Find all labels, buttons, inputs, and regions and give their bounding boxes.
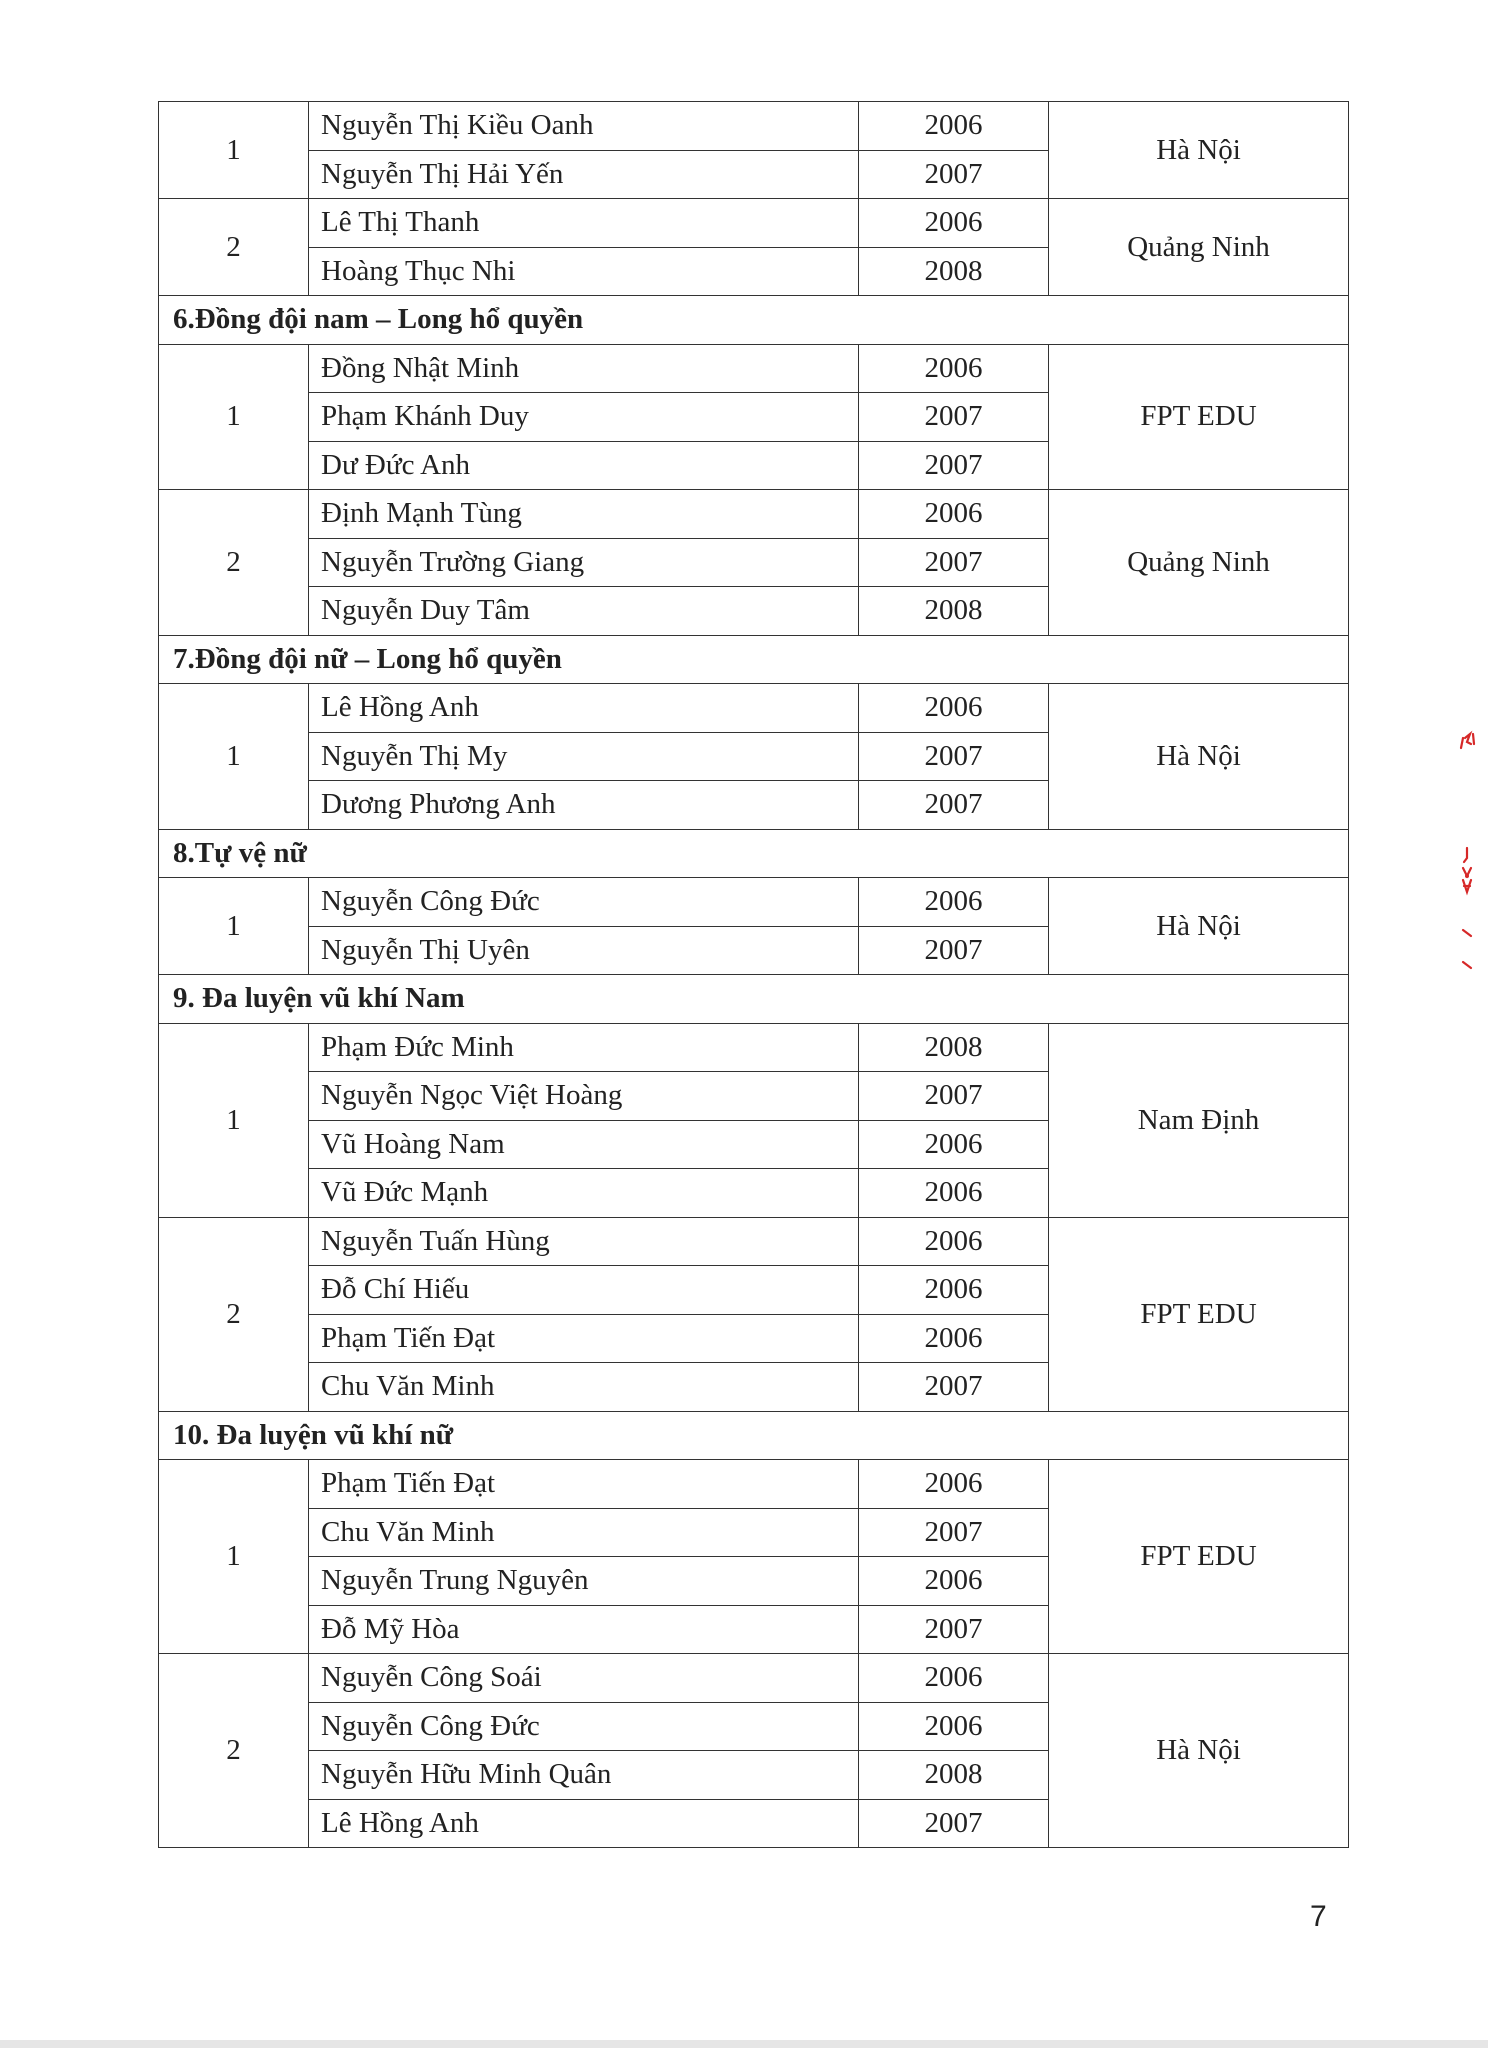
member-name-cell: Chu Văn Minh xyxy=(309,1508,859,1557)
member-name-cell: Vũ Hoàng Nam xyxy=(309,1120,859,1169)
table-row xyxy=(159,490,1349,539)
section-title: 10. Đa luyện vũ khí nữ xyxy=(159,1411,1349,1460)
member-name-cell: Nguyễn Duy Tâm xyxy=(309,587,859,636)
section-header-row xyxy=(159,296,1349,345)
member-name-cell: Hoàng Thục Nhi xyxy=(309,247,859,296)
group-index-cell: 2 xyxy=(159,1217,309,1411)
table-row xyxy=(159,344,1349,393)
unit-cell: FPT EDU xyxy=(1049,1460,1349,1654)
birth-year-cell: 2007 xyxy=(859,1508,1049,1557)
member-name-cell: Phạm Tiến Đạt xyxy=(309,1314,859,1363)
birth-year-cell: 2007 xyxy=(859,393,1049,442)
birth-year-cell: 2008 xyxy=(859,1751,1049,1800)
member-name-cell: Phạm Đức Minh xyxy=(309,1023,859,1072)
unit-cell: Hà Nội xyxy=(1049,1654,1349,1848)
birth-year-cell: 2006 xyxy=(859,1120,1049,1169)
unit-cell: Quảng Ninh xyxy=(1049,490,1349,636)
birth-year-cell: 2007 xyxy=(859,926,1049,975)
birth-year-cell: 2006 xyxy=(859,1217,1049,1266)
table-row xyxy=(159,684,1349,733)
member-name-cell: Lê Hồng Anh xyxy=(309,1799,859,1848)
unit-cell: Hà Nội xyxy=(1049,684,1349,830)
annotation-dot xyxy=(1465,874,1469,878)
birth-year-cell: 2007 xyxy=(859,1605,1049,1654)
member-name-cell: Đỗ Mỹ Hòa xyxy=(309,1605,859,1654)
member-name-cell: Nguyễn Ngọc Việt Hoàng xyxy=(309,1072,859,1121)
section-header-row xyxy=(159,829,1349,878)
member-name-cell: Nguyễn Công Soái xyxy=(309,1654,859,1703)
birth-year-cell: 2007 xyxy=(859,1363,1049,1412)
member-name-cell: Định Mạnh Tùng xyxy=(309,490,859,539)
section-header-row xyxy=(159,975,1349,1024)
member-name-cell: Dương Phương Anh xyxy=(309,781,859,830)
handwritten-margin-annotation xyxy=(1455,730,1479,1000)
group-index-cell: 1 xyxy=(159,102,309,199)
scan-bottom-edge xyxy=(0,2040,1488,2048)
page-number: 7 xyxy=(1310,1900,1327,1933)
birth-year-cell: 2007 xyxy=(859,538,1049,587)
table-row xyxy=(159,878,1349,927)
group-index-cell: 2 xyxy=(159,199,309,296)
annotation-stroke xyxy=(1461,734,1474,748)
birth-year-cell: 2006 xyxy=(859,684,1049,733)
birth-year-cell: 2006 xyxy=(859,490,1049,539)
birth-year-cell: 2006 xyxy=(859,1266,1049,1315)
member-name-cell: Nguyễn Hữu Minh Quân xyxy=(309,1751,859,1800)
birth-year-cell: 2006 xyxy=(859,199,1049,248)
member-name-cell: Nguyễn Trường Giang xyxy=(309,538,859,587)
roster-table xyxy=(158,101,1349,1848)
section-title: 6.Đồng đội nam – Long hổ quyền xyxy=(159,296,1349,345)
section-header-row xyxy=(159,635,1349,684)
member-name-cell: Phạm Khánh Duy xyxy=(309,393,859,442)
section-header-row xyxy=(159,1411,1349,1460)
table-row xyxy=(159,1654,1349,1703)
birth-year-cell: 2006 xyxy=(859,1169,1049,1218)
birth-year-cell: 2007 xyxy=(859,150,1049,199)
unit-cell: Hà Nội xyxy=(1049,102,1349,199)
birth-year-cell: 2006 xyxy=(859,102,1049,151)
birth-year-cell: 2006 xyxy=(859,1654,1049,1703)
birth-year-cell: 2008 xyxy=(859,247,1049,296)
annotation-stroke xyxy=(1463,930,1471,968)
birth-year-cell: 2007 xyxy=(859,781,1049,830)
member-name-cell: Dư Đức Anh xyxy=(309,441,859,490)
table-row xyxy=(159,1023,1349,1072)
group-index-cell: 1 xyxy=(159,1460,309,1654)
member-name-cell: Nguyễn Tuấn Hùng xyxy=(309,1217,859,1266)
birth-year-cell: 2007 xyxy=(859,1072,1049,1121)
group-index-cell: 2 xyxy=(159,1654,309,1848)
group-index-cell: 1 xyxy=(159,878,309,975)
member-name-cell: Nguyễn Thị Uyên xyxy=(309,926,859,975)
unit-cell: Hà Nội xyxy=(1049,878,1349,975)
member-name-cell: Đỗ Chí Hiếu xyxy=(309,1266,859,1315)
member-name-cell: Nguyễn Thị Kiều Oanh xyxy=(309,102,859,151)
group-index-cell: 1 xyxy=(159,344,309,490)
member-name-cell: Nguyễn Thị My xyxy=(309,732,859,781)
birth-year-cell: 2006 xyxy=(859,344,1049,393)
unit-cell: FPT EDU xyxy=(1049,1217,1349,1411)
birth-year-cell: 2006 xyxy=(859,1314,1049,1363)
table-row xyxy=(159,1460,1349,1509)
member-name-cell: Đồng Nhật Minh xyxy=(309,344,859,393)
group-index-cell: 1 xyxy=(159,684,309,830)
unit-cell: Quảng Ninh xyxy=(1049,199,1349,296)
table-row xyxy=(159,199,1349,248)
member-name-cell: Nguyễn Thị Hải Yến xyxy=(309,150,859,199)
section-title: 7.Đồng đội nữ – Long hổ quyền xyxy=(159,635,1349,684)
table-row xyxy=(159,1217,1349,1266)
annotation-stroke xyxy=(1463,880,1471,892)
birth-year-cell: 2008 xyxy=(859,587,1049,636)
unit-cell: Nam Định xyxy=(1049,1023,1349,1217)
member-name-cell: Nguyễn Công Đức xyxy=(309,878,859,927)
section-title: 9. Đa luyện vũ khí Nam xyxy=(159,975,1349,1024)
member-name-cell: Lê Thị Thanh xyxy=(309,199,859,248)
group-index-cell: 1 xyxy=(159,1023,309,1217)
member-name-cell: Nguyễn Công Đức xyxy=(309,1702,859,1751)
member-name-cell: Phạm Tiến Đạt xyxy=(309,1460,859,1509)
group-index-cell: 2 xyxy=(159,490,309,636)
birth-year-cell: 2007 xyxy=(859,1799,1049,1848)
annotation-stroke xyxy=(1463,848,1471,876)
roster-table-body xyxy=(159,102,1349,1848)
unit-cell: FPT EDU xyxy=(1049,344,1349,490)
table-row xyxy=(159,102,1349,151)
birth-year-cell: 2006 xyxy=(859,878,1049,927)
birth-year-cell: 2006 xyxy=(859,1557,1049,1606)
birth-year-cell: 2007 xyxy=(859,732,1049,781)
member-name-cell: Chu Văn Minh xyxy=(309,1363,859,1412)
birth-year-cell: 2008 xyxy=(859,1023,1049,1072)
member-name-cell: Vũ Đức Mạnh xyxy=(309,1169,859,1218)
member-name-cell: Lê Hồng Anh xyxy=(309,684,859,733)
member-name-cell: Nguyễn Trung Nguyên xyxy=(309,1557,859,1606)
birth-year-cell: 2006 xyxy=(859,1460,1049,1509)
birth-year-cell: 2007 xyxy=(859,441,1049,490)
birth-year-cell: 2006 xyxy=(859,1702,1049,1751)
section-title: 8.Tự vệ nữ xyxy=(159,829,1349,878)
